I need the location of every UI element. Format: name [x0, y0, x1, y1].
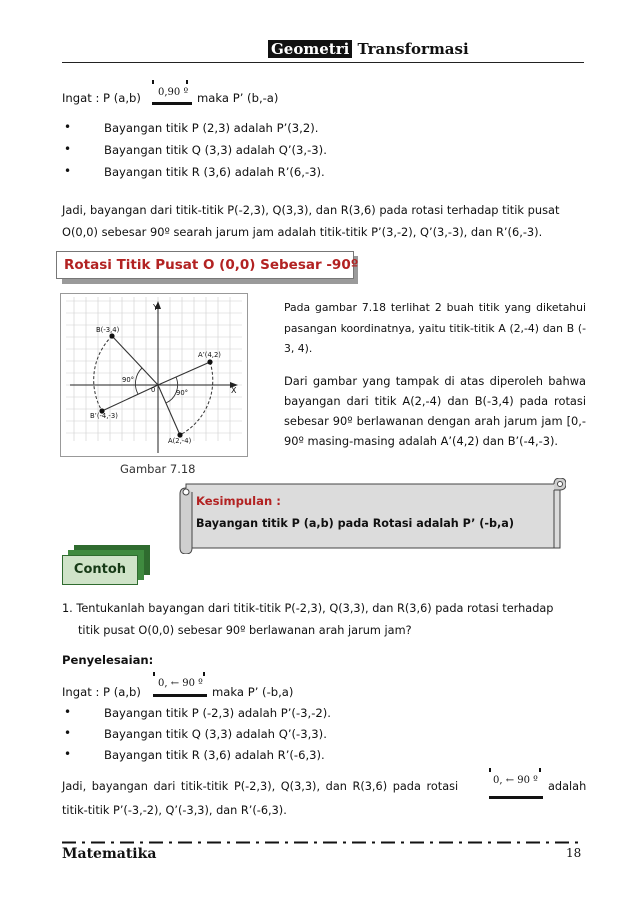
bullet-icon: • [64, 747, 72, 761]
bullet-icon: • [64, 164, 72, 178]
bullet-icon: • [64, 120, 72, 134]
footer-dash-rule [62, 829, 584, 832]
axis-x-label: X [231, 386, 237, 395]
label-a: A(2,-4) [168, 437, 192, 445]
section-title: Rotasi Titik Pusat O (0,0) Sebesar -90º [56, 251, 354, 279]
header-title-rest: Transformasi [352, 40, 469, 58]
bullet-icon: • [64, 705, 72, 719]
ingat-suffix: maka P’ (b,-a) [197, 91, 279, 105]
footer-subject: Matematika [62, 846, 157, 862]
description-paragraph-2 [284, 371, 586, 451]
contoh-label [62, 555, 138, 585]
list-item: Bayangan titik Q (3,3) adalah Q’(-3,3). [104, 727, 327, 741]
description-paragraph-1 [284, 298, 586, 360]
desc-line: 90º masing-masing adalah A’(4,2) dan B’(-4,-3). [284, 434, 559, 448]
figure-caption: Gambar 7.18 [120, 462, 196, 476]
final-line-1: Jadi, bayangan dari titik-titik P(-2,3), Q(3,3), dan R(3,6) pada rotasi [62, 780, 459, 793]
header-title-box: Geometri [268, 40, 352, 58]
rot-tick-right [203, 672, 205, 676]
rot-tick-right [539, 768, 541, 772]
page-number: 18 [566, 846, 582, 860]
contoh-text: Contoh [73, 562, 127, 577]
ingat-rotation-label: 0,90 º [158, 87, 189, 98]
example-ingat-prefix: Ingat : P (a,b) [62, 685, 141, 699]
list-item: Bayangan titik P (2,3) adalah P’(3,2). [104, 121, 319, 135]
label-b-prime: B’(-4,-3) [90, 412, 118, 420]
label-a-prime: A’(4,2) [198, 351, 221, 359]
rot-tick-right [186, 80, 188, 84]
rot-tick-left [152, 80, 154, 84]
desc-line: bayangan dari titik A(2,-4) dan B(-3,4) pada rotasi [284, 394, 586, 408]
list-item: Bayangan titik R (3,6) adalah R’(-6,3). [104, 748, 325, 762]
list-item: Bayangan titik Q (3,3) adalah Q’(3,-3). [104, 143, 327, 157]
example-rotation-label: 0, ← 90 º [158, 678, 203, 689]
final-line-1-suffix: adalah [548, 780, 587, 793]
penyelesaian-heading: Penyelesaian: [62, 653, 154, 667]
list-item: Bayangan titik R (3,6) adalah R’(6,-3). [104, 165, 325, 179]
example-ingat-suffix: maka P’ (-b,a) [212, 685, 294, 699]
bullet-icon: • [64, 726, 72, 740]
axis-y-label: Y [153, 303, 158, 312]
rotation-arrow-bar [153, 694, 207, 697]
rot-tick-left [153, 672, 155, 676]
conclusion-line-1: Jadi, bayangan dari titik-titik P(-2,3), Q(3,3), dan R(3,6) pada rotasi terhadap titik pusat [62, 203, 560, 217]
desc-line: pasangan koordinatnya, yaitu titik-titik A (2,-4) dan B (- [284, 321, 586, 335]
kesimpulan-title: Kesimpulan : [196, 494, 281, 508]
header-rule [62, 62, 584, 63]
question-line-2: titik pusat O(0,0) sebesar 90º berlawanan arah jarum jam? [78, 624, 412, 637]
page-header [268, 40, 469, 58]
rotation-arrow-bar [152, 102, 192, 105]
scroll-shape [178, 478, 566, 554]
label-angle-right: 90° [176, 389, 189, 397]
rotation-diagram [60, 293, 248, 457]
rot-tick-left [489, 768, 491, 772]
desc-line: Pada gambar 7.18 terlihat 2 buah titik yang diketahui [284, 301, 586, 314]
conclusion-line-2: O(0,0) sebesar 90º searah jarum jam adalah titik-titik P’(3,-2), Q’(3,-3), dan R’(6,-3). [62, 225, 543, 239]
desc-line: sebesar 90º berlawanan dengan arah jarum jam [0,- [284, 414, 586, 428]
figure-7-18 [60, 293, 248, 457]
kesimpulan-scroll [178, 478, 566, 554]
kesimpulan-body: Bayangan titik P (a,b) pada Rotasi adalah P’ (-b,a) [196, 517, 514, 530]
final-rotation-label: 0, ← 90 º [493, 775, 538, 786]
list-item: Bayangan titik P (-2,3) adalah P’(-3,-2). [104, 706, 331, 720]
label-origin: 0 [151, 386, 156, 394]
label-b: B(-3,4) [96, 326, 120, 334]
bullet-icon: • [64, 142, 72, 156]
label-angle-left: 90° [122, 376, 135, 384]
rotation-arrow-bar [489, 796, 543, 799]
desc-line: 3, 4). [284, 342, 313, 355]
desc-line: Dari gambar yang tampak di atas diperoleh bahwa [284, 374, 586, 388]
question-line-1: 1. Tentukanlah bayangan dari titik-titik P(-2,3), Q(3,3), dan R(3,6) pada rotasi terhadap [62, 602, 554, 615]
final-line-2: titik-titik P’(-3,-2), Q’(-3,3), dan R’(-6,3). [62, 804, 287, 817]
ingat-prefix: Ingat : P (a,b) [62, 91, 141, 105]
